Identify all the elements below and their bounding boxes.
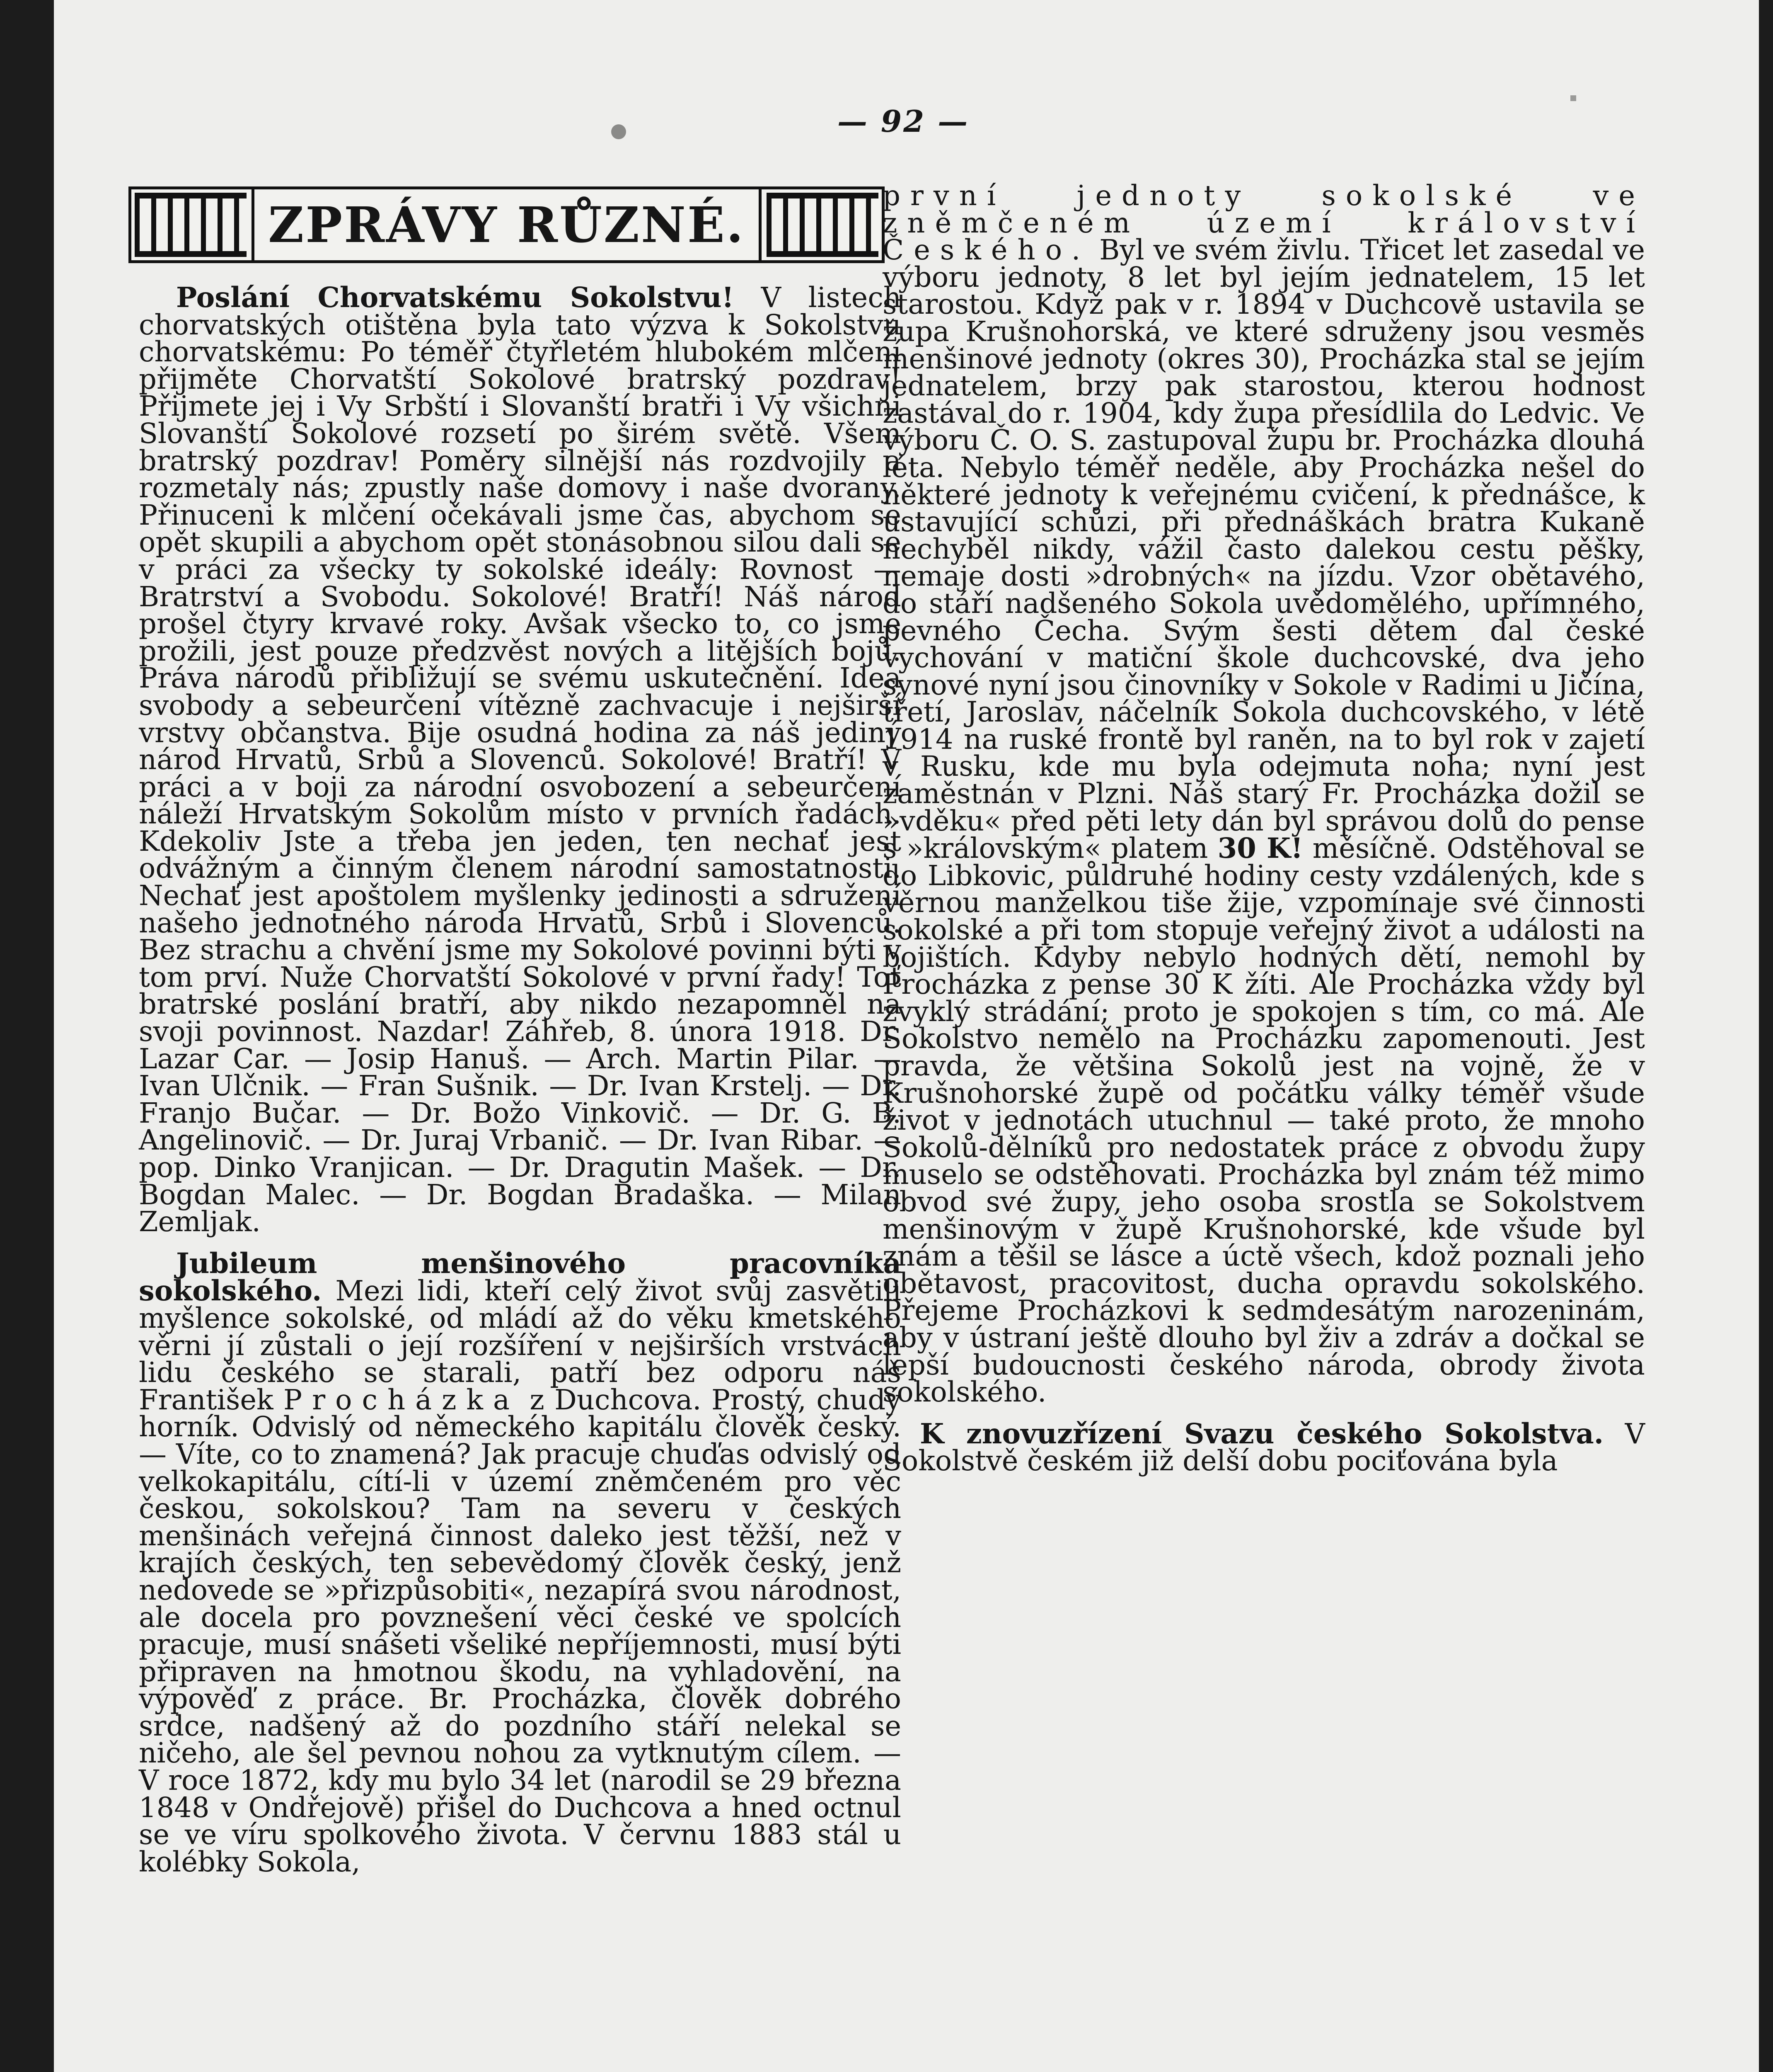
article-body: V listech chorvatských otištěna byla tato výzva k Sokolstvu chorvatskému: Po téměř čtyřletém hlubokém mlčení přijměte Chorvatští Sokolové bratrský pozdrav! Přijmete jej i Vy Srbští i Slovanští bratři i Vy všichni Slovanští Sokolové rozsetí po širém světě. Všem bratrský pozdrav! Poměry silnější nás rozdvojily a rozmetaly nás; zpustly naše domovy i naše dvorany. Přinuceni k mlčení očekávali jsme čas, abychom se opět skupili a abychom opět stonásobnou silou dali se v práci za všecky ty sokolské ideály: Rovnost — Bratrství a Svobodu. Sokolové! Bratří! Náš národ prošel čtyry krvavé roky. Avšak všecko to, co jsme prožili, jest pouze předzvěst nových a litějších bojů. Práva národů přibližují se svému uskutečnění. Idea svobody a sebeurčení vítězně zachvacuje i nejširší vrstvy občanstva. Bije osudná hodina za náš jediný národ Hrvatů, Srbů a Slovenců. Sokolové! Bratří! V práci a v boji za národní osvobození a sebeurčení náleží Hrvatským Sokolům místo v prvních řadách. Kdekoliv Jste a třeba jen jeden, ten nechať jest odvážným a činným členem národní samostatnosti. Nechať jest apoštolem myšlenky jedinosti a sdružení našeho jednotného národa Hrvatů, Srbů i Slovenců. Bez strachu a chvění jsme my Sokolové povinni býti v tom prví. Nuže Chorvatští Sokolové v první řady! Toť bratrské poslání bratří, aby nikdo nezapomněl na svoji povinnost. Nazdar! Záhřeb, 8. února 1918. Dr. Lazar Car. — Josip Hanuš. — Arch. Martin Pilar. — Ivan Ulčnik. — Fran Sušnik. — Dr. Ivan Krstelj. — Dr. Franjo Bučar. — Dr. Božo Vinkovič. — Dr. G. B. Angelinovič. — Dr. Juraj Vrbanič. — Dr. Ivan Ribar. — pop. Dinko Vranjican. — Dr. Dragutin Mašek. — Dr. Bogdan Malec. — Dr. Bogdan Bradaška. — Milan Zemljak. xyxy=(139,281,901,1238)
article-body: měsíčně. Odstěhoval se do Libkovic, půldruhé hodiny cesty vzdálených, kde s věrnou manželkou tiše žije, vzpomínaje své činnosti sokolské a při tom stopuje veřejný život a události na bojištích. Kdyby nebylo hodných dětí, nemohl by Procházka z pense 30 K žíti. Ale Procházka vždy byl zvyklý strádání; proto je spokojen s tím, co má. Ale Sokolstvo nemělo na Procházku zapomenouti. Jest pravda, že většina Sokolů jest na vojně, že v Krušnohorské župě od počátku války téměř všude život v jednotách utuchnul — také proto, že mnoho Sokolů-dělníků pro nedostatek práce z obvodu župy muselo se odstěhovati. Procházka byl znám též mimo obvod své župy, jeho osoba srostla se Sokolstvem menšinovým v župě Krušnohorské, kde všude byl znám a těšil se lásce a úctě všech, kdož poznali jeho obětavost, pracovitost, ducha opravdu sokolského. Přejeme Procházkovi k sedmdesátým narozeninám, aby v ústraní ještě dlouho byl živ a zdráv a dočkal se lepší budoucnosti českého národa, obrody života sokolského. xyxy=(883,832,1645,1409)
spaced-phrase: první jednoty sokolské ve zněmčeném území království Českého. xyxy=(883,179,1645,266)
article-title: Poslání Chorvatskému Sokolstvu! xyxy=(176,281,734,314)
pension-amount: 30 K! xyxy=(1217,832,1303,865)
column-right xyxy=(883,179,1645,1489)
article-body: Mezi lidi, kteří celý život svůj zasvětili myšlence sokolské, od mládí až do věku kmetského věrni jí zůstali o její rozšíření v nejširších vrstvách lidu českého se starali, patří bez odporu náš František xyxy=(139,1275,901,1416)
article-body: Byl ve svém živlu. Třicet let zasedal ve výboru jednoty, 8 let byl jejím jednatelem, 15 let starostou. Když pak v r. 1894 v Duchcově ustavila se župa Krušnohorská, ve které sdruženy jsou vesměs menšinové jednoty (okres 30), Procházka stal se jejím jednatelem, brzy pak starostou, kterou hodnost zastával do r. 1904, kdy župa přesídlila do Ledvic. Ve výboru Č. O. S. zastupoval župu br. Procházka dlouhá léta. Nebylo téměř neděle, aby Procházka nešel do některé jednoty k veřejnému cvičení, k přednášce, k ustavující schůzi, při přednáškách bratra Kukaně nechyběl nikdy, vážil často dalekou cestu pěšky, nemaje dosti »drobných« na jízdu. Vzor obětavého, do stáří nadšeného Sokola uvědomělého, upřímného, pevného Čecha. Svým šesti dětem dal české vychování v matiční škole duchcovské, dva jeho synové nyní jsou činovníky v Sokole v Radimi u Jičína, třetí, Jaroslav, náčelník Sokola duchcovského, v létě 1914 na ruské frontě byl raněn, na to byl rok v zajetí v Rusku, kde mu byla odejmuta noha; nyní jest zaměstnán v Plzni. Náš starý Fr. Procházka dožil se »vděku« před pěti lety dán byl správou dolů do pense s »královským« platem xyxy=(883,234,1645,865)
article-jubileum-continued xyxy=(883,179,1645,1409)
column-left xyxy=(139,281,901,1890)
article-body: z Duchcova. Prostý, chudý horník. Odvislý od německého kapitálu člověk český. — Víte, co to znamená? Jak pracuje chuďas odvislý od velkokapitálu, cítí-li v území zněmčeném pro věc českou, sokolskou? Tam na severu v českých menšinách veřejná činnost daleko jest těžší, než v krajích českých, ten sebevědomý člověk český, jenž nedovede se »přizpůsobiti«, nezapírá svou národnost, ale docela pro povznešení věci české ve spolcích pracuje, musí snášeti všeliké nepříjemnosti, musí býti připraven na hmotnou škodu, na vyhladovění, na výpověď z práce. Br. Procházka, člověk dobrého srdce, nadšený až do pozdního stáří nelekal se ničeho, ale šel pevnou nohou za vytknutým cílem. — V roce 1872, kdy mu bylo 34 let (narodil se 29 března 1848 v Ondřejově) přišel do Duchcova a hned octnul se ve víru spolkového života. V červnu 1883 stál u kolébky Sokola, xyxy=(139,1383,901,1878)
page-number: — 92 — xyxy=(837,104,970,139)
section-title: ZPRÁVY RŮZNÉ. xyxy=(252,189,762,260)
scan-border-left xyxy=(0,0,54,2072)
article-poslani xyxy=(139,281,901,1238)
article-svaz xyxy=(883,1417,1645,1477)
article-title: K znovuzřízení Svazu českého Sokolstva. xyxy=(920,1417,1604,1450)
ink-spot xyxy=(611,124,626,139)
ornament-right xyxy=(767,193,878,257)
article-jubileum xyxy=(139,1247,901,1878)
ornament-left xyxy=(135,193,247,257)
article-title: Jubileum menšinového pracovníka sokolského. xyxy=(139,1247,901,1307)
article-body: V Sokolstvě českém již delší dobu pociťována byla xyxy=(883,1417,1645,1477)
scan-border-right xyxy=(1759,0,1773,2072)
section-header xyxy=(128,186,885,263)
ink-spot xyxy=(1570,95,1576,101)
spaced-name: Procházka xyxy=(283,1383,520,1416)
